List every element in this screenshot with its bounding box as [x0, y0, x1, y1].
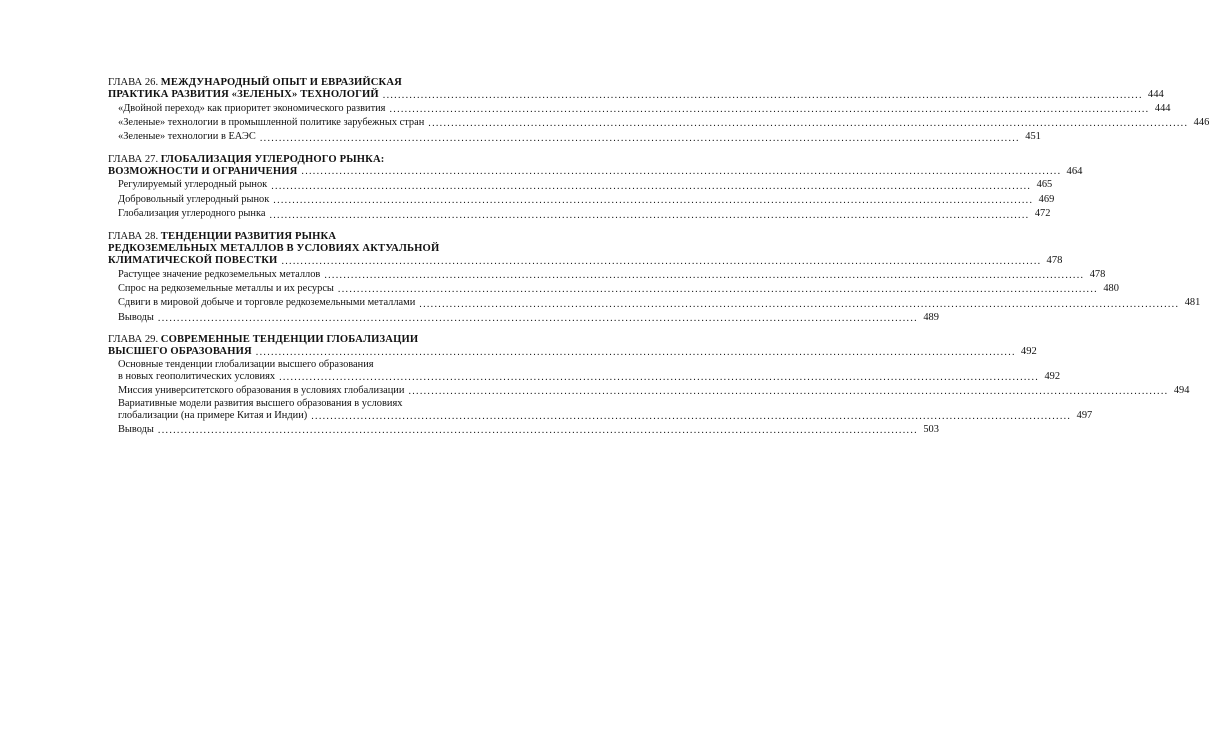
chapter-28	[108, 230, 1201, 326]
dot-leader: ........................................................................................................................................................................................................	[157, 313, 918, 325]
toc-entry[interactable]	[108, 282, 1119, 296]
dot-leader: ........................................................................................................................................................................................................	[324, 269, 1085, 281]
chapter-number: ГЛАВА 27.	[108, 153, 159, 165]
entry-page-number: 503	[923, 423, 939, 435]
chapter-title-line: ВЫСШЕГО ОБРАЗОВАНИЯ	[108, 346, 252, 358]
entry-page-number: 478	[1089, 268, 1106, 280]
toc-entry[interactable]	[108, 116, 1209, 130]
dot-leader: ........................................................................................................................................................................................................	[337, 284, 1098, 296]
dot-leader: ........................................................................................................................................................................................................	[311, 410, 1072, 422]
chapter-title-line: РЕДКОЗЕМЕЛЬНЫХ МЕТАЛЛОВ В УСЛОВИЯХ АКТУАЛЬНОЙ	[108, 242, 440, 254]
table-of-contents	[108, 77, 1209, 446]
dot-leader: ........................................................................................................................................................................................................	[269, 209, 1030, 221]
dot-leader: ........................................................................................................................................................................................................	[273, 195, 1034, 207]
chapter-page-number: 478	[1046, 255, 1063, 267]
entry-title: «Зеленые» технологии в ЕАЭС	[118, 131, 256, 143]
dot-leader: ........................................................................................................................................................................................................	[157, 425, 918, 437]
entry-page-number: 494	[1173, 384, 1190, 396]
dot-leader: ........................................................................................................................................................................................................	[301, 166, 1062, 178]
chapter-heading[interactable]	[108, 153, 1083, 179]
chapter-title-line: ВОЗМОЖНОСТИ И ОГРАНИЧЕНИЯ	[108, 166, 298, 178]
toc-entry[interactable]	[108, 397, 1093, 423]
entry-title-line: в новых геополитических условиях	[118, 371, 276, 383]
entry-title: «Двойной переход» как приоритет экономического развития	[118, 102, 386, 114]
entry-title: Регулируемый углеродный рынок	[118, 179, 268, 191]
entry-page-number: 497	[1076, 410, 1093, 422]
dot-leader: ........................................................................................................................................................................................................	[279, 371, 1040, 383]
dot-leader: ........................................................................................................................................................................................................	[428, 118, 1189, 130]
chapter-title-line: ПРАКТИКА РАЗВИТИЯ «ЗЕЛЕНЫХ» ТЕХНОЛОГИЙ	[108, 89, 379, 101]
chapter-number: ГЛАВА 26.	[108, 77, 159, 88]
chapter-heading[interactable]	[108, 230, 1063, 268]
entry-page-number: 480	[1103, 282, 1119, 294]
toc-entry[interactable]	[108, 268, 1106, 282]
toc-entry[interactable]	[108, 207, 1051, 221]
toc-entry[interactable]	[108, 178, 1053, 192]
entry-title: Растущее значение редкоземельных металлов	[118, 268, 321, 280]
chapter-title-line: СОВРЕМЕННЫЕ ТЕНДЕНЦИИ ГЛОБАЛИЗАЦИИ	[160, 334, 419, 346]
entry-page-number: 469	[1038, 193, 1055, 205]
entry-title: Глобализация углеродного рынка	[118, 208, 266, 220]
toc-entry[interactable]	[108, 130, 1041, 144]
chapter-title-line: ТЕНДЕНЦИИ РАЗВИТИЯ РЫНКА	[160, 230, 337, 242]
chapter-page-number: 444	[1147, 89, 1164, 101]
chapter-title-line: МЕЖДУНАРОДНЫЙ ОПЫТ И ЕВРАЗИЙСКАЯ	[160, 77, 402, 88]
toc-entry[interactable]	[108, 193, 1055, 207]
dot-leader: ........................................................................................................................................................................................................	[255, 346, 1016, 358]
chapter-page-number: 492	[1020, 346, 1037, 358]
entry-title: Сдвиги в мировой добыче и торговле редкоземельными металлами	[118, 297, 416, 309]
chapter-26	[108, 77, 1209, 145]
toc-entry[interactable]	[108, 358, 1061, 384]
entry-title-line: глобализации (на примере Китая и Индии)	[118, 410, 308, 422]
entry-title: «Зеленые» технологии в промышленной политике зарубежных стран	[118, 117, 425, 128]
entry-page-number: 472	[1034, 208, 1051, 220]
dot-leader: ........................................................................................................................................................................................................	[271, 180, 1032, 192]
dot-leader: ........................................................................................................................................................................................................	[408, 385, 1169, 397]
dot-leader: ........................................................................................................................................................................................................	[281, 255, 1042, 267]
dot-leader: ........................................................................................................................................................................................................	[382, 89, 1143, 101]
entry-title-line: Основные тенденции глобализации высшего образования	[118, 358, 374, 370]
toc-entry[interactable]	[108, 384, 1190, 398]
chapter-number: ГЛАВА 29.	[108, 334, 159, 346]
entry-page-number: 481	[1184, 297, 1201, 309]
toc-entry[interactable]	[108, 311, 939, 325]
entry-page-number: 451	[1025, 131, 1041, 143]
chapter-heading[interactable]	[108, 334, 1037, 359]
entry-title: Выводы	[118, 311, 154, 323]
entry-page-number: 465	[1036, 179, 1053, 191]
chapter-title-line: КЛИМАТИЧЕСКОЙ ПОВЕСТКИ	[108, 255, 278, 267]
entry-title-line: Вариативные модели развития высшего образования в условиях	[118, 397, 403, 409]
entry-title: Миссия университетского образования в условиях глобализации	[118, 384, 405, 396]
entry-page-number: 444	[1154, 102, 1171, 114]
entry-title: Спрос на редкоземельные металлы и их ресурсы	[118, 282, 334, 294]
chapter-29	[108, 334, 1190, 437]
entry-title: Добровольный углеродный рынок	[118, 193, 270, 205]
entry-title: Выводы	[118, 423, 154, 435]
entry-page-number: 489	[923, 311, 939, 323]
dot-leader: ........................................................................................................................................................................................................	[419, 298, 1180, 310]
chapter-number: ГЛАВА 28.	[108, 230, 159, 242]
dot-leader: ........................................................................................................................................................................................................	[389, 104, 1150, 115]
chapter-title-line: ГЛОБАЛИЗАЦИЯ УГЛЕРОДНОГО РЫНКА:	[160, 153, 385, 165]
toc-entry[interactable]	[108, 296, 1201, 310]
entry-page-number: 446	[1193, 117, 1209, 128]
chapter-page-number: 464	[1066, 166, 1083, 178]
toc-entry[interactable]	[108, 423, 939, 437]
chapter-heading[interactable]	[108, 77, 1164, 102]
chapter-27	[108, 153, 1083, 222]
toc-entry[interactable]	[108, 102, 1171, 116]
dot-leader: ........................................................................................................................................................................................................	[259, 132, 1020, 144]
entry-page-number: 492	[1044, 371, 1061, 383]
